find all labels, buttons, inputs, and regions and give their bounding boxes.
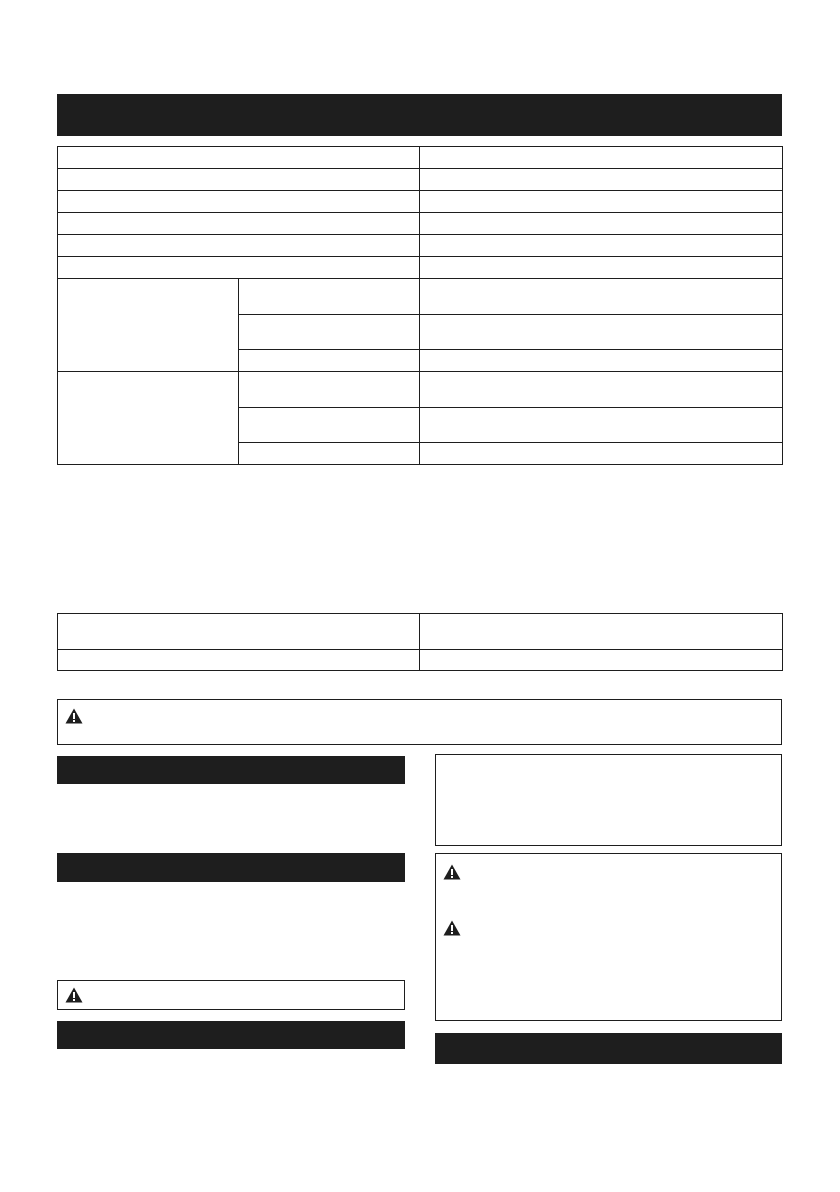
spec-value	[420, 350, 783, 372]
main-warning-box	[57, 699, 782, 745]
spec-label	[58, 213, 420, 235]
table-row	[58, 191, 783, 213]
table-row	[58, 650, 783, 671]
warning-triangle-icon	[443, 864, 461, 880]
spec-value	[420, 169, 783, 191]
spec-header-band	[57, 94, 782, 136]
spec-value	[420, 372, 783, 408]
spec-sub-label	[239, 315, 420, 350]
table-row	[58, 213, 783, 235]
section-band-3	[57, 1021, 405, 1049]
specifications-table	[57, 146, 783, 465]
spec-value	[420, 235, 783, 257]
spec-group-label	[58, 372, 239, 465]
section-band-1	[57, 756, 405, 784]
secondary-value	[420, 650, 783, 671]
secondary-label	[58, 614, 420, 650]
spec-group-label	[58, 279, 239, 372]
spec-sub-label	[239, 443, 420, 465]
section-band-4	[435, 1033, 782, 1064]
section-band-2	[57, 853, 405, 882]
spec-value	[420, 315, 783, 350]
spec-value	[420, 408, 783, 443]
warning-triangle-icon	[443, 920, 461, 936]
spec-sub-label	[239, 350, 420, 372]
secondary-table	[57, 613, 783, 671]
secondary-label	[58, 650, 420, 671]
table-row	[58, 257, 783, 279]
spec-sub-label	[239, 408, 420, 443]
table-row	[58, 169, 783, 191]
table-row	[58, 235, 783, 257]
spec-label	[58, 169, 420, 191]
right-note-box	[435, 754, 782, 846]
table-row	[58, 279, 783, 315]
spec-value	[420, 257, 783, 279]
spec-value	[420, 191, 783, 213]
spec-label	[58, 147, 420, 169]
spec-value	[420, 279, 783, 315]
spec-label	[58, 235, 420, 257]
spec-value	[420, 147, 783, 169]
table-row	[58, 372, 783, 408]
warning-triangle-icon	[65, 987, 83, 1003]
spec-sub-label	[239, 279, 420, 315]
secondary-value	[420, 614, 783, 650]
left-warning-box	[57, 980, 405, 1010]
spec-label	[58, 191, 420, 213]
spec-value	[420, 443, 783, 465]
spec-value	[420, 213, 783, 235]
table-row	[58, 614, 783, 650]
spec-sub-label	[239, 372, 420, 408]
table-row	[58, 147, 783, 169]
spec-label	[58, 257, 420, 279]
right-warning-box	[435, 853, 782, 1021]
warning-triangle-icon	[65, 708, 83, 724]
